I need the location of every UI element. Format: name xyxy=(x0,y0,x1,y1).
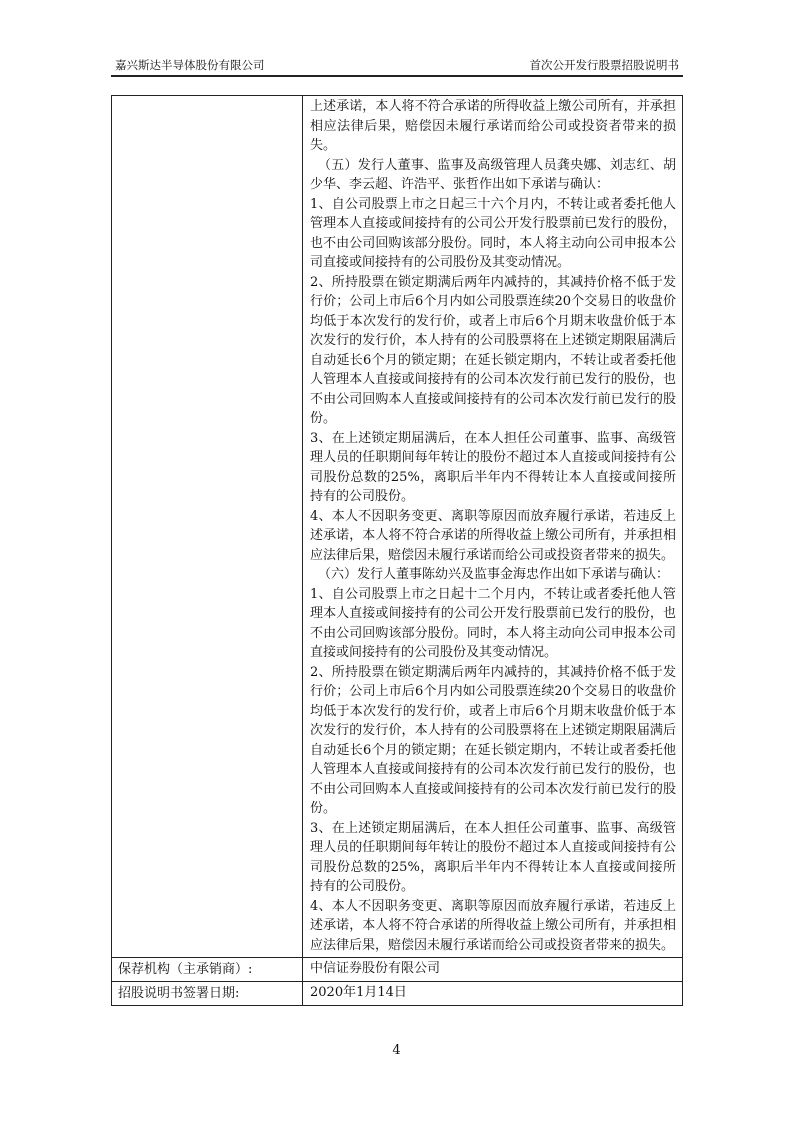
commitment-paragraph: 4、本人不因职务变更、离职等原因而放弃履行承诺，若违反上述承诺，本人将不符合承诺的所得收益上缴公司所有，并承担相应法律后果，赔偿因未履行承诺而给公司或投资者带来的损失。 xyxy=(310,508,676,563)
commitment-paragraph: 1、自公司股票上市之日起三十六个月内，不转让或者委托他人管理本人直接或间接持有的公司公开发行股票前已发行的股份，也不由公司回购该部分股份。同时，本人将主动向公司申报本公司直接或间接持有的公司股份及其变动情况。 xyxy=(310,196,676,270)
sponsor-row xyxy=(112,957,682,981)
commitment-paragraph: （六）发行人董事陈幼兴及监事金海忠作出如下承诺与确认： xyxy=(318,567,670,582)
commitment-content-cell xyxy=(303,96,682,957)
commitment-paragraph: 1、自公司股票上市之日起十二个月内，不转让或者委托他人管理本人直接或间接持有的公司公开发行股票前已发行的股份，也不由公司回购该部分股份。同时，本人将主动向公司申报本公司直接或间接持有的公司股份及其变动情况。 xyxy=(310,586,676,660)
commitment-paragraph: 2、所持股票在锁定期满后两年内减持的，其减持价格不低于发行价；公司上市后6个月内如公司股票连续20个交易日的收盘价均低于本次发行的发行价，或者上市后6个月期末收盘价低于本次发行的发行价，本人持有的公司股票将在上述锁定期限届满后自动延长6个月的锁定期；在延长锁定期内，不转让或者委托他人管理本人直接或间接持有的公司本次发行前已发行的股份，也不由公司回购本人直接或间接持有的公司本次发行前已发行的股份。 xyxy=(310,274,676,426)
commitment-paragraph: 3、在上述锁定期届满后，在本人担任公司董事、监事、高级管理人员的任职期间每年转让的股份不超过本人直接或间接持有公司股份总数的25%，离职后半年内不得转让本人直接或间接所持有的公司股份。 xyxy=(310,820,676,894)
header-document-title: 首次公开发行股票招股说明书 xyxy=(529,58,679,72)
commitment-row xyxy=(112,96,682,957)
commitment-paragraph: （五）发行人董事、监事及高级管理人员龚央娜、刘志红、胡少华、李云超、许浩平、张哲作出如下承诺与确认： xyxy=(310,157,676,192)
commitment-paragraph: 4、本人不因职务变更、离职等原因而放弃履行承诺，若违反上述承诺，本人将不符合承诺的所得收益上缴公司所有，并承担相应法律后果，赔偿因未履行承诺而给公司或投资者带来的损失。 xyxy=(310,898,676,953)
sign-date-row xyxy=(112,981,682,1005)
page-header xyxy=(111,57,683,77)
sponsor-label: 保荐机构（主承销商）: xyxy=(112,958,303,981)
commitment-paragraph: 3、在上述锁定期届满后，在本人担任公司董事、监事、高级管理人员的任职期间每年转让的股份不超过本人直接或间接持有公司股份总数的25%，离职后半年内不得转让本人直接或间接所持有的公司股份。 xyxy=(310,430,676,504)
sign-date-label: 招股说明书签署日期: xyxy=(112,982,303,1005)
sign-date-value: 2020年1月14日 xyxy=(310,985,407,1000)
page-number: 4 xyxy=(392,1043,401,1058)
sponsor-value: 中信证券股份有限公司 xyxy=(310,961,441,976)
header-company-name: 嘉兴斯达半导体股份有限公司 xyxy=(115,58,265,72)
commitment-paragraph: 上述承诺，本人将不符合承诺的所得收益上缴公司所有，并承担相应法律后果，赔偿因未履行承诺而给公司或投资者带来的损失。 xyxy=(310,99,676,153)
commitment-paragraph: 2、所持股票在锁定期满后两年内减持的，其减持价格不低于发行价；公司上市后6个月内如公司股票连续20个交易日的收盘价均低于本次发行的发行价，或者上市后6个月期末收盘价低于本次发行的发行价，本人持有的公司股票将在上述锁定期限届满后自动延长6个月的锁定期；在延长锁定期内，不转让或者委托他人管理本人直接或间接持有的公司本次发行前已发行的股份，也不由公司回购本人直接或间接持有的公司本次发行前已发行的股份。 xyxy=(310,664,676,816)
commitment-label-cell xyxy=(112,96,303,957)
info-table xyxy=(111,95,683,1006)
